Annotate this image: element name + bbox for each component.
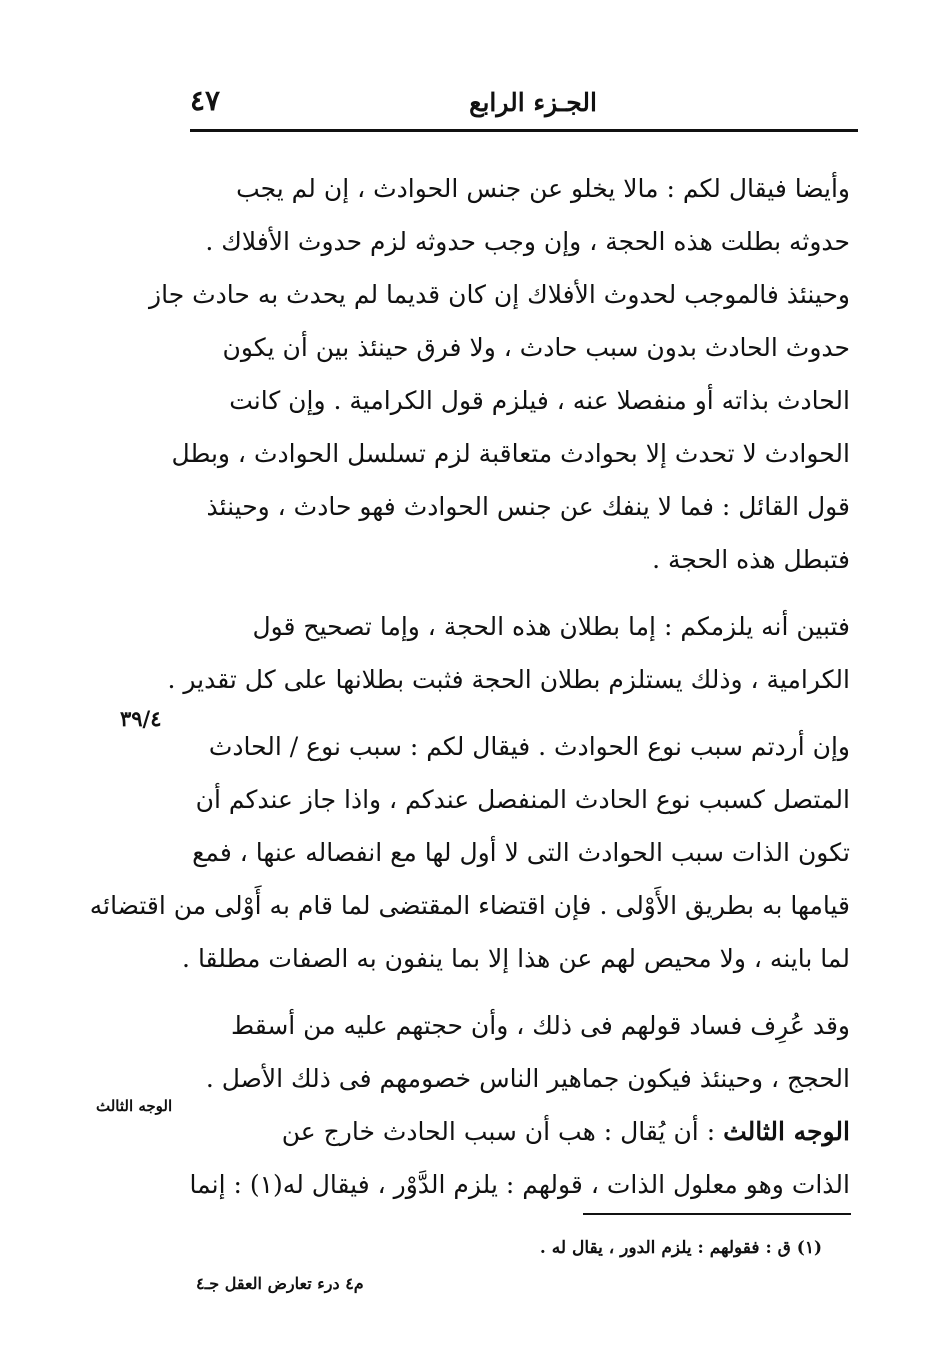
text-line: وقد عُرِف فساد قولهم فى ذلك ، وأن حجتهم عليه من أسقط xyxy=(230,1011,850,1040)
text-line: قول القائل : فما لا ينفك عن جنس الحوادث فهو حادث ، وحينئذ xyxy=(206,492,850,521)
footnote: (١) ق : فقولهم : يلزم الدور ، يقال له . xyxy=(539,1238,822,1258)
margin-section-label: الوجه الثالث xyxy=(96,1097,173,1115)
page-number: ٤٧ xyxy=(190,84,221,117)
text-line: المتصل كسبب نوع الحادث المنفصل عندكم ، واذا جاز عندكم أن xyxy=(195,785,850,814)
paragraph xyxy=(200,999,850,1105)
text-line: الحجج ، وحينئذ فيكون جماهير الناس خصومهم فى ذلك الأصل . xyxy=(205,1064,850,1093)
text-line: وحينئذ فالموجب لحدوث الأفلاك إن كان قديما لم يحدث به حادث جاز xyxy=(149,280,850,309)
printer-signature: م٤ درء تعارض العقل جـ٤ xyxy=(196,1274,364,1293)
text-line: حدوثه بطلت هذه الحجة ، وإن وجب حدوثه لزم حدوث الأفلاك . xyxy=(205,227,850,256)
text-line: الذات وهو معلول الذات ، قولهم : يلزم الدَّوْر ، فيقال له(١) : إنما xyxy=(189,1170,850,1199)
text-line: فتبطل هذه الحجة . xyxy=(652,545,850,574)
section-lead: الوجه الثالث xyxy=(723,1117,850,1146)
text-line: قيامها به بطريق الأَوْلى . فإن اقتضاء المقتضى لما قام به أَوْلى من اقتضائه xyxy=(89,891,850,920)
footnote-rule xyxy=(583,1213,851,1215)
text-line: وأيضا فيقال لكم : مالا يخلو عن جنس الحوادث ، إن لم يجب xyxy=(236,174,850,203)
text-line: حدوث الحادث بدون سبب حادث ، ولا فرق حينئذ بين أن يكون xyxy=(222,333,850,362)
paragraph xyxy=(189,1105,850,1211)
header-rule xyxy=(190,129,858,132)
text-line: تكون الذات سبب الحوادث التى لا أول لها مع انفصاله عنها ، فمع xyxy=(192,838,850,867)
paragraph xyxy=(149,162,850,586)
text-segment: : أن يُقال : هب أن سبب الحادث خارج عن xyxy=(281,1117,724,1146)
paragraph xyxy=(167,600,850,706)
text-line: الحوادث لا تحدث إلا بحوادث متعاقبة لزم تسلسل الحوادث ، وبطل xyxy=(171,439,850,468)
text-line: الحادث بذاته أو منفصلا عنه ، فيلزم قول الكرامية . وإن كانت xyxy=(229,386,850,415)
margin-reference: ٣٩/٤ xyxy=(120,706,162,731)
text-line: الكرامية ، وذلك يستلزم بطلان الحجة فثبت بطلانها على كل تقدير . xyxy=(167,665,850,694)
text-line xyxy=(200,1105,850,1158)
text-line: لما باينه ، ولا محيص لهم عن هذا إلا بما ينفون به الصفات مطلقا . xyxy=(182,944,850,973)
page-header xyxy=(190,80,857,128)
text-line: فتبين أنه يلزمكم : إما بطلان هذه الحجة ، وإما تصحيح قول xyxy=(252,612,850,641)
paragraph xyxy=(89,720,850,985)
text-line: وإن أردتم سبب نوع الحوادث . فيقال لكم : سبب نوع / الحادث xyxy=(208,732,850,761)
running-title: الجـزء الرابع xyxy=(469,88,597,117)
